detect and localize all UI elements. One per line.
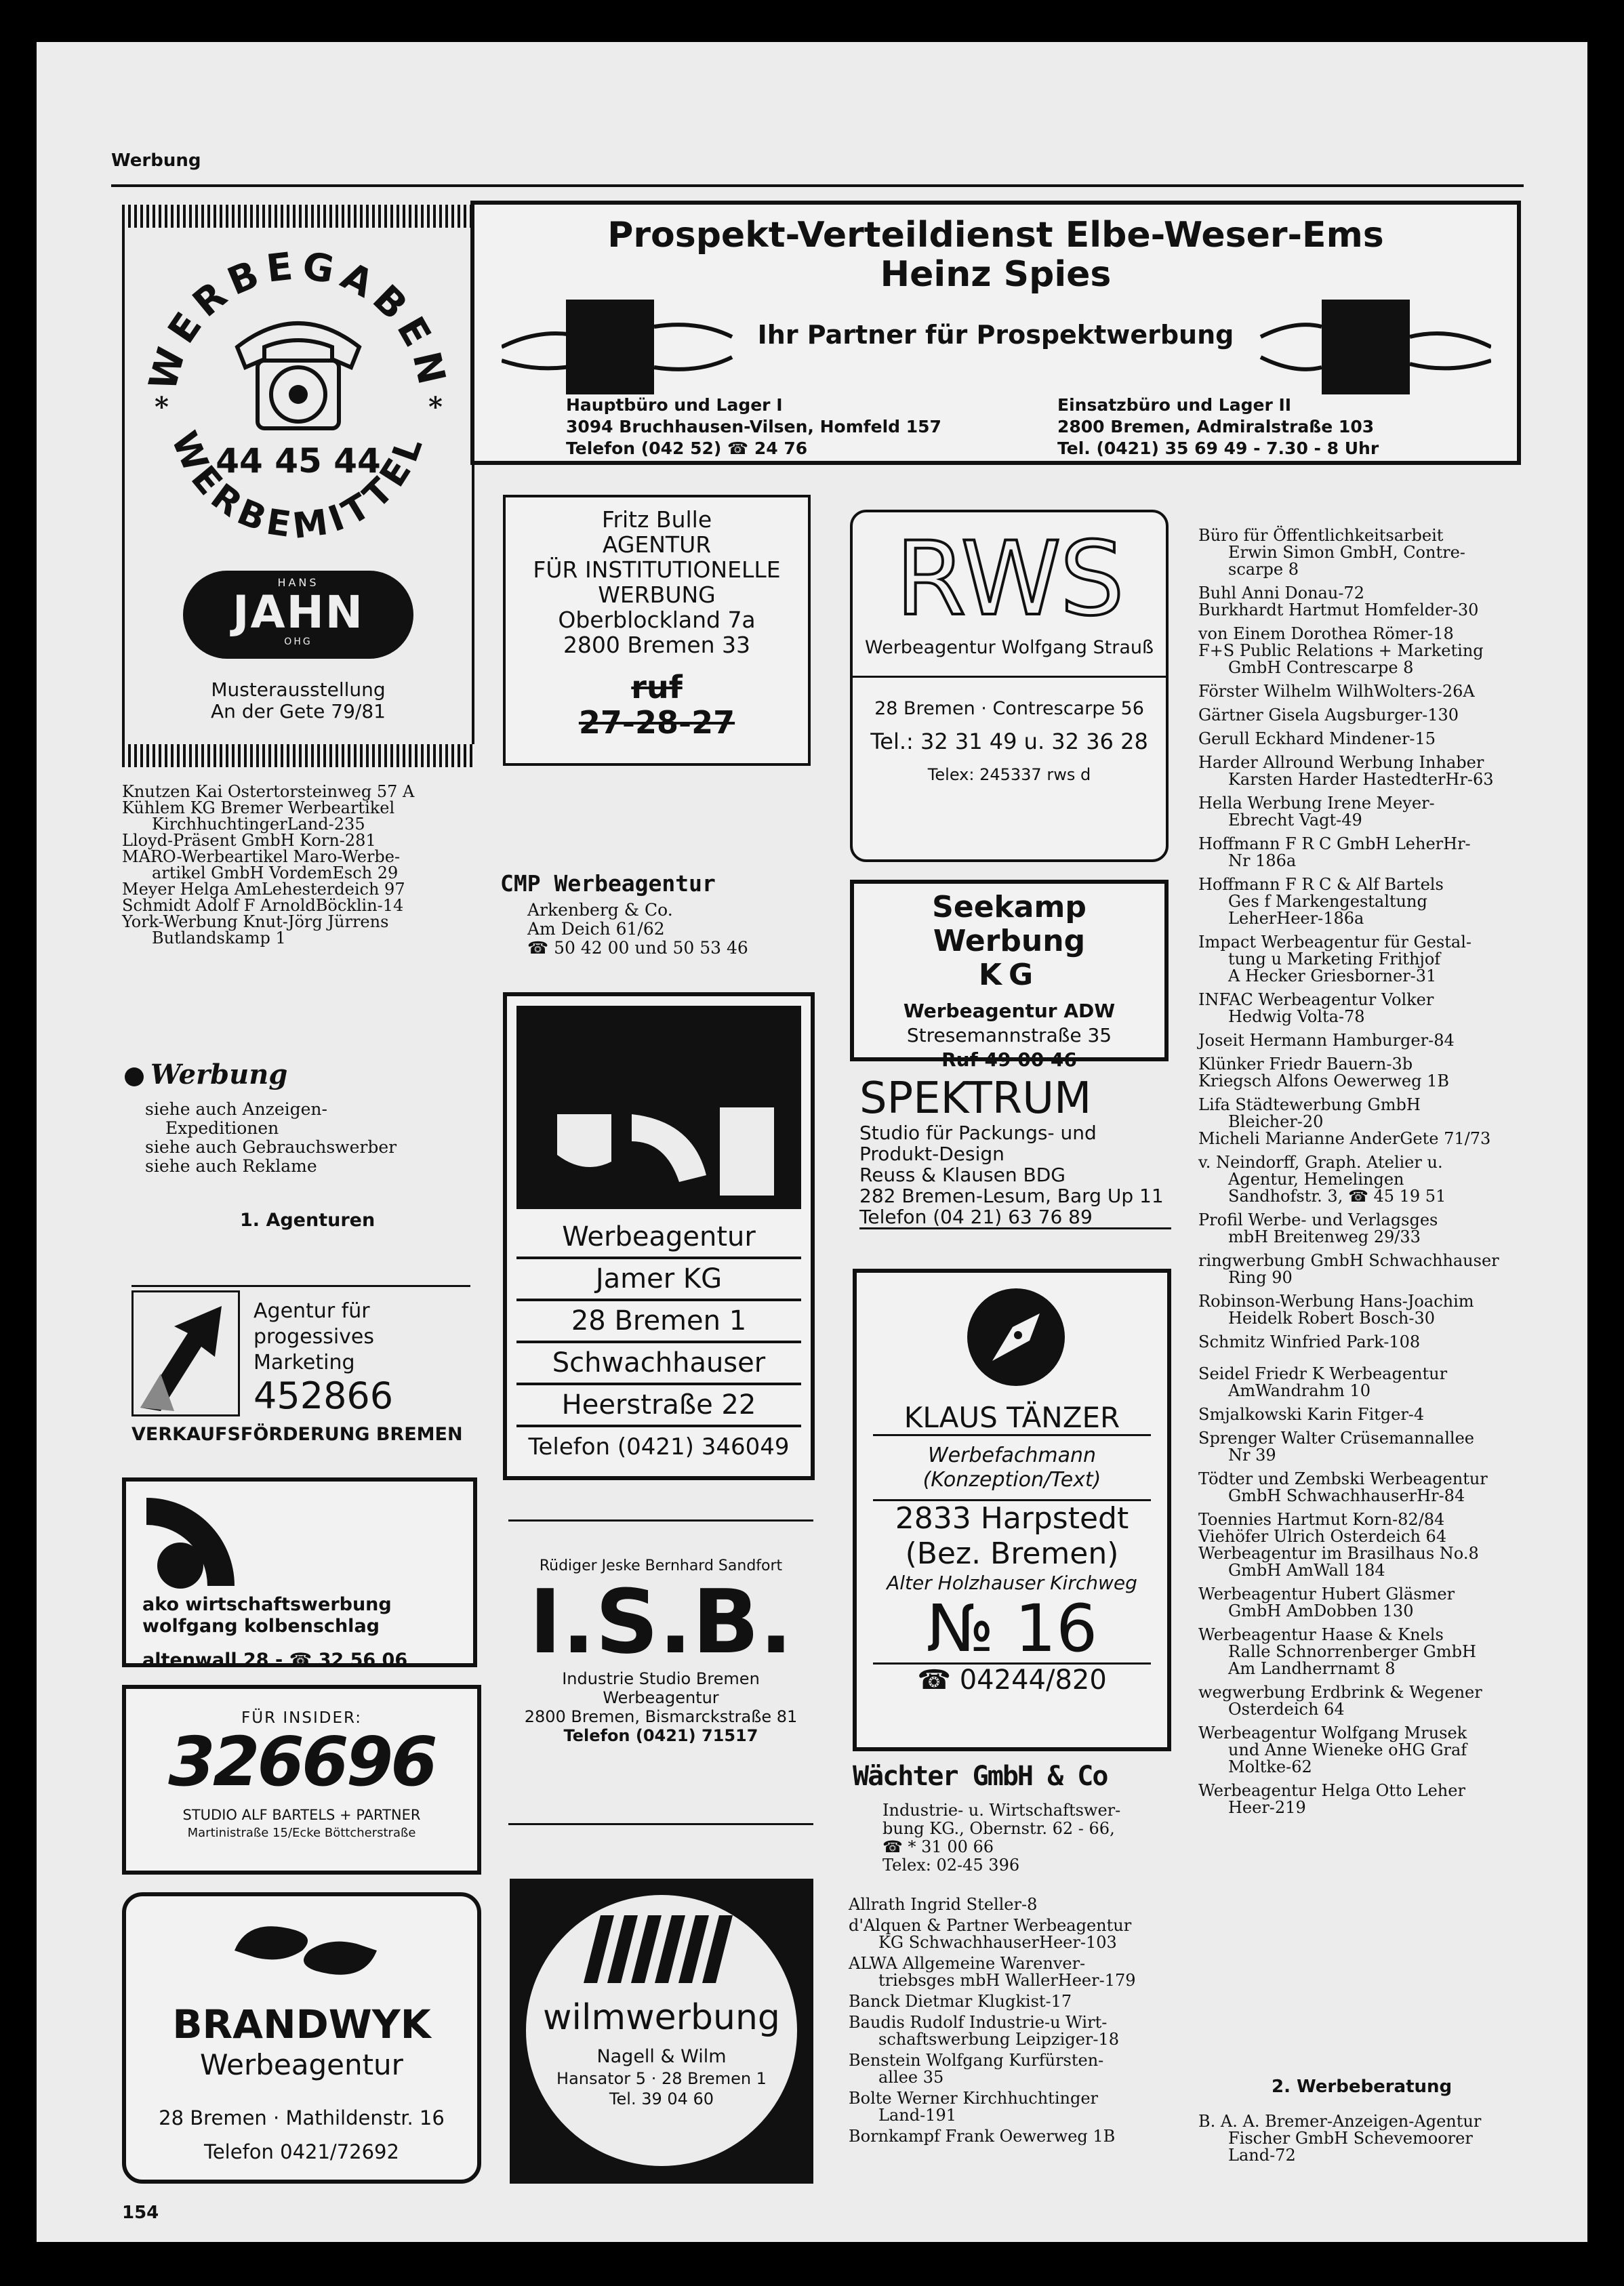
progress-line3: Marketing <box>253 1351 355 1374</box>
list-item: Smjalkowski Karin Fitger-4 <box>1198 1405 1425 1424</box>
spektrum-title: SPEKTRUM <box>859 1074 1092 1124</box>
left-list <box>122 783 474 946</box>
list-item: Lifa Städtewerbung GmbH Bleicher-20 Micheli Marianne AnderGete 71/73 <box>1198 1095 1491 1148</box>
ad-bulle <box>503 495 811 766</box>
list-item: Lloyd-Präsent GmbH Korn-281 <box>122 831 376 850</box>
werbegaben-line2: An der Gete 79/81 <box>211 700 386 722</box>
prospekt-right-1: Einsatzbüro und Lager II <box>1057 395 1292 415</box>
tanzer-number: № 16 <box>926 1591 1098 1667</box>
brandwyk-name: BRANDWYK <box>172 2001 431 2047</box>
isb-logo: I.S.B. <box>529 1570 793 1673</box>
tanzer-line4: (Bez. Bremen) <box>905 1536 1119 1571</box>
pen-nib-icon <box>965 1286 1067 1388</box>
list-item: Allrath Ingrid Steller-8 <box>849 1895 1038 1914</box>
wilm-logo: wilmwerbung <box>543 1997 780 2038</box>
ad-prospekt <box>470 201 1521 465</box>
jamer-logo <box>516 1006 801 1209</box>
list-item: Profil Werbe- und Verlagsges mbH Breitenweg 29/33 <box>1198 1210 1438 1246</box>
prospekt-left-3: Telefon (042 52) ☎ 24 76 <box>566 438 808 458</box>
cmp-line3: ☎ 50 42 00 und 50 53 46 <box>527 938 748 958</box>
list-item: Kühlem KG Bremer Werbeartikel KirchhuchtingerLand-235 <box>122 798 395 834</box>
progress-phone: 452866 <box>253 1374 394 1417</box>
list-item: Hoffmann F R C & Alf Bartels Ges f Markengestaltung LeherHeer-186a <box>1198 875 1444 928</box>
brandwyk-sub: Werbeagentur <box>200 2048 403 2081</box>
wachter-line1: Industrie- u. Wirtschaftswer- <box>882 1801 1121 1820</box>
tanzer-name: KLAUS TÄNZER <box>873 1402 1151 1436</box>
section-header: Werbung <box>111 150 201 171</box>
insider-top: FÜR INSIDER: <box>241 1709 362 1727</box>
cmp-title: CMP Werbeagentur <box>500 870 716 897</box>
seal-bottom-text: WERBEMITTEL <box>163 426 433 548</box>
cmp-line1: Arkenberg & Co. <box>527 900 673 920</box>
seal-top-text: WERBEGABEN <box>140 243 455 395</box>
list-item: Harder Allround Werbung Inhaber Karsten Harder HastedterHr-63 <box>1198 753 1494 789</box>
ad-spektrum <box>859 1075 1171 1229</box>
list-item: Toennies Hartmut Korn-82/84 Viehöfer Ulrich Osterdeich 64 Werbeagentur im Brasilhaus No.8 GmbH AmWall 184 <box>1198 1510 1479 1580</box>
ad-wilm <box>510 1879 813 2184</box>
wachter-line4: Telex: 02-45 396 <box>882 1856 1020 1875</box>
list-item: Klünker Friedr Bauern-3b Kriegsch Alfons Oewerweg 1B <box>1198 1055 1449 1090</box>
rws-tel: Tel.: 32 31 49 u. 32 36 28 <box>870 729 1148 754</box>
ad-ako <box>122 1477 477 1671</box>
jahn-logo: HANS JAHN OHG <box>183 571 413 659</box>
barcode-bottom <box>122 744 474 767</box>
ad-cmp <box>500 870 812 958</box>
mid-list <box>849 1896 1181 2149</box>
prospekt-right-2: 2800 Bremen, Admiralstraße 103 <box>1057 417 1375 436</box>
wilm-line1: Nagell & Wilm <box>596 2046 727 2067</box>
list-item: Gärtner Gisela Augsburger-130 <box>1198 706 1459 724</box>
see-also-1: siehe auch Anzeigen- <box>145 1099 327 1119</box>
svg-text:*: * <box>428 391 443 423</box>
seekamp-title1: Seekamp Werbung <box>932 890 1087 958</box>
see-also-4: siehe auch Reklame <box>145 1156 317 1176</box>
list-item: Tödter und Zembski Werbeagentur GmbH SchwachhauserHr-84 <box>1198 1469 1488 1505</box>
list-item: Seidel Friedr K Werbeagentur AmWandrahm 10 <box>1198 1364 1448 1400</box>
seekamp-line3: Ruf 49 00 46 <box>941 1048 1077 1071</box>
page-number: 154 <box>122 2203 159 2223</box>
ako-logo-icon <box>140 1491 241 1593</box>
list-item: Gerull Eckhard Mindener-15 <box>1198 729 1436 748</box>
isb-line4: Telefon (0421) 71517 <box>563 1726 758 1745</box>
ako-line3: altenwall 28 - ☎ 32 56 06 <box>142 1650 408 1671</box>
prospekt-left-2: 3094 Bruchhausen-Vilsen, Homfeld 157 <box>566 417 941 436</box>
wachter-line2: bung KG., Obernstr. 62 - 66, <box>882 1819 1115 1838</box>
list-item: Knutzen Kai Ostertorsteinweg 57 A <box>122 782 415 801</box>
bulle-line1: Fritz Bulle <box>601 506 712 533</box>
brandwyk-logo-icon <box>207 1910 404 1991</box>
ad-isb <box>508 1519 813 1745</box>
ad-brandwyk <box>122 1892 481 2184</box>
prospekt-left-1: Hauptbüro und Lager I <box>566 395 783 415</box>
jamer-tel: Telefon (0421) 346049 <box>528 1433 790 1461</box>
ad-progress <box>131 1285 470 1454</box>
list-item: Buhl Anni Donau-72 Burkhardt Hartmut Homfelder-30 <box>1198 584 1479 619</box>
tanzer-line3: 2833 Harpstedt <box>895 1501 1129 1536</box>
list-item: Förster Wilhelm WilhWolters-26A <box>1198 682 1475 701</box>
see-also-3: siehe auch Gebrauchswerber <box>145 1137 397 1157</box>
svg-text:WERBEGABEN <box>141 244 455 395</box>
spektrum-line2: Produkt-Design <box>859 1143 1004 1165</box>
spektrum-line4: 282 Bremen-Lesum, Barg Up 11 <box>859 1185 1164 1207</box>
progress-line2: progessives <box>253 1325 375 1349</box>
telephone-icon <box>237 323 359 428</box>
list-item: Sprenger Walter Crüsemannallee Nr 39 <box>1198 1429 1474 1465</box>
seekamp-line1: Werbeagentur ADW <box>903 1000 1116 1022</box>
spektrum-line1: Studio für Packungs- und <box>859 1122 1097 1144</box>
isb-line2: Werbeagentur <box>603 1688 719 1707</box>
ako-line2: wolfgang kolbenschlag <box>142 1616 380 1637</box>
ad-werbegaben <box>122 205 474 767</box>
list-item: INFAC Werbeagentur Volker Hedwig Volta-78 <box>1198 990 1434 1026</box>
bulle-line2: AGENTUR <box>602 531 712 558</box>
list-item: Bornkampf Frank Oewerweg 1B <box>849 2127 1116 2146</box>
list-item: ringwerbung GmbH Schwachhauser Ring 90 <box>1198 1251 1499 1287</box>
ad-seekamp <box>850 880 1169 1071</box>
list-item: Impact Werbeagentur für Gestal- tung u Marketing Frithjof A Hecker Griesborner-31 <box>1198 933 1471 985</box>
jamer-line3: 28 Bremen 1 <box>516 1301 801 1343</box>
bullet-icon <box>125 1067 144 1086</box>
ako-line1: ako wirtschaftswerbung <box>142 1594 392 1615</box>
page <box>37 42 1587 2242</box>
prospekt-tagline: Ihr Partner für Prospektwerbung <box>757 320 1234 350</box>
brandwyk-tel: Telefon 0421/72692 <box>204 2140 399 2163</box>
werbung-section <box>125 1059 464 1231</box>
werbeberatung-line2: Fischer GmbH Schevemoorer <box>1228 2129 1473 2148</box>
list-item: Banck Dietmar Klugkist-17 <box>849 1992 1072 2011</box>
list-item: Joseit Hermann Hamburger-84 <box>1198 1031 1455 1050</box>
prospekt-right-3: Tel. (0421) 35 69 49 - 7.30 - 8 Uhr <box>1057 438 1379 458</box>
spektrum-line5: Telefon (04 21) 63 76 89 <box>859 1206 1171 1229</box>
isb-line3: 2800 Bremen, Bismarckstraße 81 <box>524 1707 798 1726</box>
list-item: Benstein Wolfgang Kurfürsten- allee 35 <box>849 2051 1104 2087</box>
brandwyk-addr: 28 Bremen · Mathildenstr. 16 <box>159 2106 445 2129</box>
svg-text:*: * <box>155 391 169 423</box>
tanzer-line2: (Konzeption/Text) <box>922 1468 1101 1492</box>
list-item: ALWA Allgemeine Warenver- triebsges mbH WallerHeer-179 <box>849 1954 1136 1990</box>
list-item: Schmidt Adolf F ArnoldBöcklin-14 <box>122 896 404 915</box>
isb-names: Rüdiger Jeske Bernhard Sandfort <box>539 1557 783 1574</box>
werbeberatung-line3: Land-72 <box>1228 2146 1296 2165</box>
werbung-title: Werbung <box>150 1059 288 1090</box>
insider-line1: STUDIO ALF BARTELS + PARTNER <box>182 1807 421 1823</box>
rws-logo: RWS <box>895 521 1123 638</box>
list-item: Werbeagentur Haase & Knels Ralle Schnorrenberger GmbH Am Landherrnamt 8 <box>1198 1625 1476 1678</box>
list-item: Hoffmann F R C GmbH LeherHr- Nr 186a <box>1198 834 1471 870</box>
list-item: von Einem Dorothea Römer-18 F+S Public Relations + Marketing GmbH Contrescarpe 8 <box>1198 624 1484 677</box>
prospekt-title1: Prospekt-Verteildienst Elbe-Weser-Ems <box>607 215 1384 256</box>
tanzer-tel: ☎ 04244/820 <box>873 1662 1151 1696</box>
ad-insider <box>122 1685 481 1875</box>
barcode-top <box>122 205 474 228</box>
werbeberatung-line1: B. A. A. Bremer-Anzeigen-Agentur <box>1198 2112 1482 2131</box>
see-also-2: Expeditionen <box>165 1118 279 1138</box>
wachter-line3: ☎ * 31 00 66 <box>882 1837 994 1856</box>
wilm-line3: Tel. 39 04 60 <box>609 2089 714 2108</box>
jamer-line2: Jamer KG <box>516 1259 801 1301</box>
jamer-line5: Heerstraße 22 <box>516 1385 801 1427</box>
bulle-ruf: ruf <box>631 669 683 706</box>
jamer-line4: Schwachhauser <box>516 1343 801 1385</box>
wilm-line2: Hansator 5 · 28 Bremen 1 <box>556 2069 767 2088</box>
ad-tanzer <box>853 1269 1171 1751</box>
header-rule <box>111 184 1524 187</box>
bulle-line5: Oberblockland 7a <box>558 607 756 633</box>
insider-number: 326696 <box>168 1722 435 1801</box>
rws-addr: 28 Bremen · Contrescarpe 56 <box>874 698 1144 719</box>
list-item: v. Neindorff, Graph. Atelier u. Agentur, Hemelingen Sandhofstr. 3, ☎ 45 19 51 <box>1198 1153 1446 1206</box>
list-item: Bolte Werner Kirchhuchtinger Land-191 <box>849 2089 1098 2125</box>
tanzer-line1: Werbefachmann <box>927 1444 1097 1467</box>
bulle-line6: 2800 Bremen 33 <box>563 632 751 658</box>
progress-footer: VERKAUFSFÖRDERUNG BREMEN <box>131 1424 463 1445</box>
list-item: Schmitz Winfried Park-108 <box>1198 1332 1421 1351</box>
list-item: Hella Werbung Irene Meyer- Ebrecht Vagt-49 <box>1198 794 1435 830</box>
list-item: MARO-Werbeartikel Maro-Werbe- artikel GmbH VordemEsch 29 <box>122 847 401 882</box>
list-item: d'Alquen & Partner Werbeagentur KG SchwachhauserHeer-103 <box>849 1916 1132 1952</box>
handshake-right-icon <box>1247 300 1491 394</box>
cmp-line2: Am Deich 61/62 <box>527 919 665 939</box>
progress-line1: Agentur für <box>253 1299 370 1323</box>
wilm-logo-icon <box>526 1895 797 2010</box>
werbegaben-line1: Musterausstellung <box>211 678 386 701</box>
werbegaben-seal <box>136 239 461 550</box>
list-item: Baudis Rudolf Industrie-u Wirt- schaftswerbung Leipziger-18 <box>849 2013 1120 2049</box>
insider-line2: Martinistraße 15/Ecke Böttcherstraße <box>187 1826 416 1840</box>
handshake-left-icon <box>502 300 746 394</box>
spektrum-line3: Reuss & Klausen BDG <box>859 1164 1065 1186</box>
bulle-line3: FÜR INSTITUTIONELLE <box>533 556 781 583</box>
prospekt-title2: Heinz Spies <box>880 254 1112 295</box>
rws-sub: Werbeagentur Wolfgang Strauß <box>853 637 1166 678</box>
werbegaben-phone: 44 45 44 <box>216 441 381 481</box>
right-list <box>1198 527 1537 1823</box>
list-item: wegwerbung Erdbrink & Wegener Osterdeich 64 <box>1198 1683 1482 1719</box>
wachter-title: Wächter GmbH & Co <box>853 1761 1108 1792</box>
list-item: Meyer Helga AmLehesterdeich 97 <box>122 880 405 899</box>
list-item: Robinson-Werbung Hans-Joachim Heidelk Robert Bosch-30 <box>1198 1292 1474 1328</box>
agenturen-heading: 1. Agenturen <box>240 1210 375 1231</box>
list-item: Werbeagentur Hubert Gläsmer GmbH AmDobben 130 <box>1198 1585 1455 1620</box>
werbeberatung-heading: 2. Werbeberatung <box>1272 2077 1453 2097</box>
jamer-line1: Werbeagentur <box>516 1217 801 1259</box>
list-item: Büro für Öffentlichkeitsarbeit Erwin Simon GmbH, Contre- scarpe 8 <box>1198 526 1465 579</box>
ad-rws <box>850 510 1169 862</box>
jahn-brand: JAHN <box>232 586 365 638</box>
arrow-logo <box>131 1290 240 1416</box>
seekamp-line2: Stresemannstraße 35 <box>906 1024 1112 1046</box>
seekamp-title2: KG <box>978 958 1040 992</box>
isb-line1: Industrie Studio Bremen <box>562 1669 760 1688</box>
rws-telex: Telex: 245337 rws d <box>927 765 1091 784</box>
ad-jamer <box>503 992 815 1480</box>
bulle-line4: WERBUNG <box>598 581 716 608</box>
wachter-entry <box>853 1761 1171 1875</box>
list-item: Werbeagentur Helga Otto Leher Heer-219 <box>1198 1781 1465 1817</box>
list-item: York-Werbung Knut-Jörg Jürrens Butlandskamp 1 <box>122 912 389 947</box>
tanzer-line5: Alter Holzhauser Kirchweg <box>887 1572 1137 1594</box>
bulle-number: 27-28-27 <box>578 704 735 741</box>
list-item: Werbeagentur Wolfgang Mrusek und Anne Wieneke oHG Graf Moltke-62 <box>1198 1723 1467 1776</box>
werbeberatung-section <box>1198 2077 1537 2164</box>
